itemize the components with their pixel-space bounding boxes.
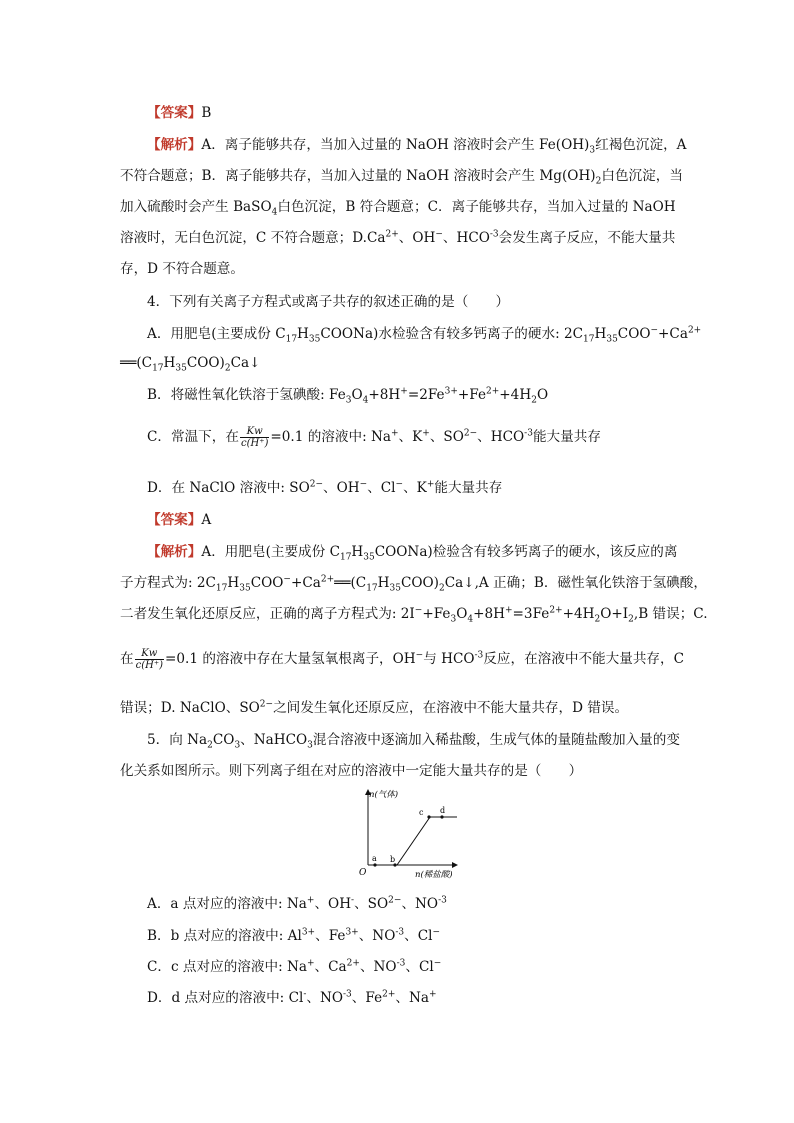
text: 、NO [358,928,396,944]
q3-analysis-line-3 [120,197,676,217]
text: 加入硫酸时会产生 BaSO [120,199,272,215]
subscript: 3 [307,740,313,751]
q3-analysis-line-5 [120,259,244,279]
text: 、NaHCO [240,732,308,748]
subscript: 17 [583,334,595,345]
superscript: + [505,605,513,616]
superscript: 2+ [549,605,563,616]
text: 在 [120,651,134,667]
text: +4H [499,387,532,403]
text: C．c 点对应的溶液中: Na [147,959,307,975]
text: 能大量共存 [532,429,601,445]
q5-option-a [147,894,447,914]
label-b: b [390,855,396,864]
superscript: 3+ [444,386,458,397]
text: 子方程式为: 2C [120,575,216,591]
superscript: − [395,479,404,490]
fraction-numerator: Kw [135,648,164,660]
superscript: 3+ [345,927,359,938]
text: D．d 点对应的溶液中: Cl [147,990,304,1006]
subscript: 4 [467,614,474,625]
subscript: 17 [285,334,298,345]
text: 、HCO [442,230,490,246]
text: 化关系如图所示。则下列离子组在对应的溶液中一定能大量共存的是（ ） [120,763,583,779]
answer-tag: 【答案】 [147,512,202,528]
q3-answer-line [147,103,211,123]
subscript: 3 [234,740,241,751]
text: 不符合题意；B．离子能够共存，当加入过量的 NaOH 溶液时会产生 Mg(OH) [120,168,596,184]
subscript: 35 [363,552,375,563]
superscript: 2− [463,428,478,439]
text: +Fe [457,387,487,403]
text: 、Ca [314,959,347,975]
text: 、OH [314,896,352,912]
subscript: 2 [531,395,537,406]
text: D．在 NaClO 溶液中: SO [147,480,310,496]
text: ,B 错误；C. [633,606,708,622]
subscript: 4 [362,395,369,406]
text: 、K [398,429,423,445]
q4-option-a-line-2: $══(C_{17}H_{35}COO)_2Ca↓$ [120,355,261,374]
superscript: 2+ [320,574,335,585]
text: A．用肥皂(主要成份 C [147,326,286,342]
text: 混合溶液中逐滴加入稀盐酸，生成气体的量随盐酸加入量的变 [312,732,680,748]
superscript: -3 [524,428,533,439]
text: CO [212,732,235,748]
text: 、Na [395,990,429,1006]
text: =2Fe [407,387,445,403]
superscript: -3 [396,958,406,969]
q4-analysis-line-5 [120,698,628,718]
superscript: 2+ [486,386,500,397]
analysis-tag: 【解析】 [147,137,202,153]
text: COO) [400,575,439,591]
superscript: -3 [489,229,499,240]
text: =3Fe [512,606,550,622]
superscript: 3+ [301,927,316,938]
text: ══(C [334,575,367,591]
q4-stem [147,292,509,312]
q4-analysis-line-2: 子方程式为: $2C_{17}H_{35}COO^-+Ca^{2+}══(C_{17}H_{35}COO)_2Ca↓,A$ 正确；B．磁性氧化铁溶于氢碘酸， [120,574,707,594]
superscript: − [415,650,424,661]
subscript: 2 [628,614,634,625]
text: 溶液时，无白色沉淀，C 不符合题意；D.Ca [120,230,386,246]
text: +8H [473,606,505,622]
subscript: 3 [589,145,596,156]
label-a: a [372,854,377,863]
subscript: 35 [606,334,618,345]
fraction-numerator: Kw [240,426,269,438]
superscript: + [429,989,437,1000]
text: 5．向 Na [147,732,208,748]
q4-option-a: A．用肥皂(主要成份 $C_{17}H_{35}COONa$)水检验含有较多钙离子的硬水: $2C_{17}H_{35}COO^-+Ca^{2+}$ [147,325,702,345]
text: A．a 点对应的溶液中: Na [147,896,307,912]
superscript: -3 [343,989,352,1000]
q4-analysis-line-3 [120,604,708,624]
origin-label: O [359,868,367,878]
text: 、SO [429,429,464,445]
superscript: − [283,574,291,585]
q5-option-b [147,926,440,946]
text: 、OH [398,230,436,246]
subscript: 17 [366,583,378,594]
text: 、Cl [405,959,434,975]
text: 反应，在溶液中不能大量共存，C [483,651,685,667]
superscript: + [307,958,315,969]
q4-option-b [147,385,548,405]
text: 、Fe [315,928,346,944]
text: B．将磁性氧化铁溶于氢碘酸: Fe [147,387,346,403]
text: 、OH [323,480,360,496]
subscript: 17 [215,583,228,594]
question-stem: 4．下列有关离子方程式或离子共存的叙述正确的是（ ） [147,294,510,310]
text: COONa)检验含有较多钙离子的硬水，该反应的离 [374,544,678,560]
superscript: − [433,958,442,969]
text: 白色沉淀，当 [601,168,683,184]
text: 、K [403,480,427,496]
x-axis-label: n(稀盐酸) [415,870,453,880]
q5-option-c [147,957,441,977]
text: Ca↓,A 正确；B．磁性氧化铁溶于氢碘酸， [444,575,707,591]
label-d: d [440,806,446,815]
text: 白色沉淀，B 符合题意；C．离子能够共存，当加入过量的 NaOH [277,199,676,215]
superscript: 2− [309,479,324,490]
subscript: 2 [207,740,213,751]
text: +4H [562,606,595,622]
answer-value: B [201,105,212,121]
text: COONa)水检验含有较多钙离子的硬水: 2C [320,326,584,342]
subscript: 2 [438,583,445,594]
text: +Ca [290,575,321,591]
q5-option-d [147,988,437,1008]
point-a [373,863,376,866]
superscript: 2+ [382,989,396,1000]
gas-vs-hcl-graph [335,785,475,885]
text: COO [617,326,651,342]
superscript: + [426,479,435,490]
subscript: 4 [271,207,278,218]
q5-stem-line-2 [120,761,582,781]
text: 、Cl [404,928,433,944]
text: 之间发生氧化还原反应，在溶液中不能大量共存，D 错误。 [273,700,629,716]
label-c: c [419,808,424,817]
superscript: + [390,428,399,439]
kw-fraction [135,648,164,671]
text: 会发生离子反应，不能大量共 [498,230,676,246]
superscript: 2− [388,895,402,906]
subscript: 35 [389,583,401,594]
text: +8H [368,387,401,403]
superscript: -3 [474,650,484,661]
text: 错误；D. NaClO、SO [120,700,260,716]
fraction-denominator: c(H⁺) [135,660,163,671]
superscript: -3 [438,895,447,906]
q3-analysis-line-1 [147,135,687,155]
subscript: 3 [345,395,352,406]
subscript: 2 [595,176,602,187]
superscript: - [303,989,307,1000]
text: O [536,387,549,403]
text: C．常温下，在 [147,429,239,445]
text: 与 HCO [423,651,475,667]
superscript: − [650,325,659,336]
subscript: 17 [152,363,164,374]
text: O [456,606,468,622]
y-axis-label: n(气体) [369,790,399,800]
text: 能大量共存 [434,480,503,496]
superscript: 2− [259,699,274,710]
point-c [427,815,430,818]
q5-stem-line-1 [147,730,680,750]
q3-analysis-line-4 [120,228,675,248]
superscript: − [432,927,441,938]
gas-curve [368,817,457,865]
q3-analysis-line-2 [120,166,683,186]
text: Ca↓ [230,355,261,371]
q4-analysis-line-4 [120,648,684,671]
fraction-denominator: c(H⁺) [240,438,269,449]
text: 、Fe [351,990,383,1006]
q4-option-d [147,478,502,498]
q4-option-c [147,426,601,449]
q4-analysis-line-1: 【解析】A．用肥皂(主要成份 $C_{17}H_{35}COONa$)检验含有较多钙离子的硬水，该反应的离 [147,544,678,563]
subscript: 17 [339,552,352,563]
superscript: + [306,895,315,906]
text: ══(C [120,355,153,371]
text: 二者发生氧化还原反应，正确的离子方程式为: 2I [120,606,415,622]
subscript: 2 [224,363,231,374]
text: A．用肥皂(主要成份 C [201,544,340,560]
text: COO) [186,355,225,371]
text: 、HCO [477,429,525,445]
text: 、NO [306,990,344,1006]
superscript: 2+ [346,958,360,969]
subscript: 3 [450,614,457,625]
q4-answer-line [147,510,211,530]
answer-tag: 【答案】 [147,105,202,121]
text: +Fe [422,606,451,622]
superscript: - [351,895,355,906]
superscript: + [400,386,408,397]
superscript: -3 [395,927,405,938]
text: O+I [600,606,629,622]
text: 、SO [354,896,389,912]
text: 红褐色沉淀，A [595,137,687,153]
text: O [351,387,363,403]
superscript: + [422,428,430,439]
analysis-tag: 【解析】 [147,544,202,560]
point-d [440,815,443,818]
text: 、Cl [367,480,396,496]
answer-value: A [201,512,212,528]
kw-fraction [240,426,269,449]
text: +Ca [658,326,688,342]
subscript: 35 [175,363,187,374]
subscript: 35 [239,583,251,594]
text: =0.1 的溶液中存在大量氢氧根离子，OH [165,651,416,667]
text: 存，D 不符合题意。 [120,261,244,277]
superscript: − [414,605,423,616]
text: =0.1 的溶液中: Na [270,429,391,445]
subscript: 35 [308,334,321,345]
superscript: 2+ [687,325,702,336]
text: B．b 点对应的溶液中: Al [147,928,302,944]
text: A．离子能够共存，当加入过量的 NaOH 溶液时会产生 Fe(OH) [201,137,590,153]
superscript: − [359,479,368,490]
superscript: 2+ [385,229,399,240]
subscript: 2 [594,614,601,625]
text: 、NO [401,896,439,912]
superscript: − [435,229,443,240]
text: COO [250,575,284,591]
text: 、NO [359,959,397,975]
